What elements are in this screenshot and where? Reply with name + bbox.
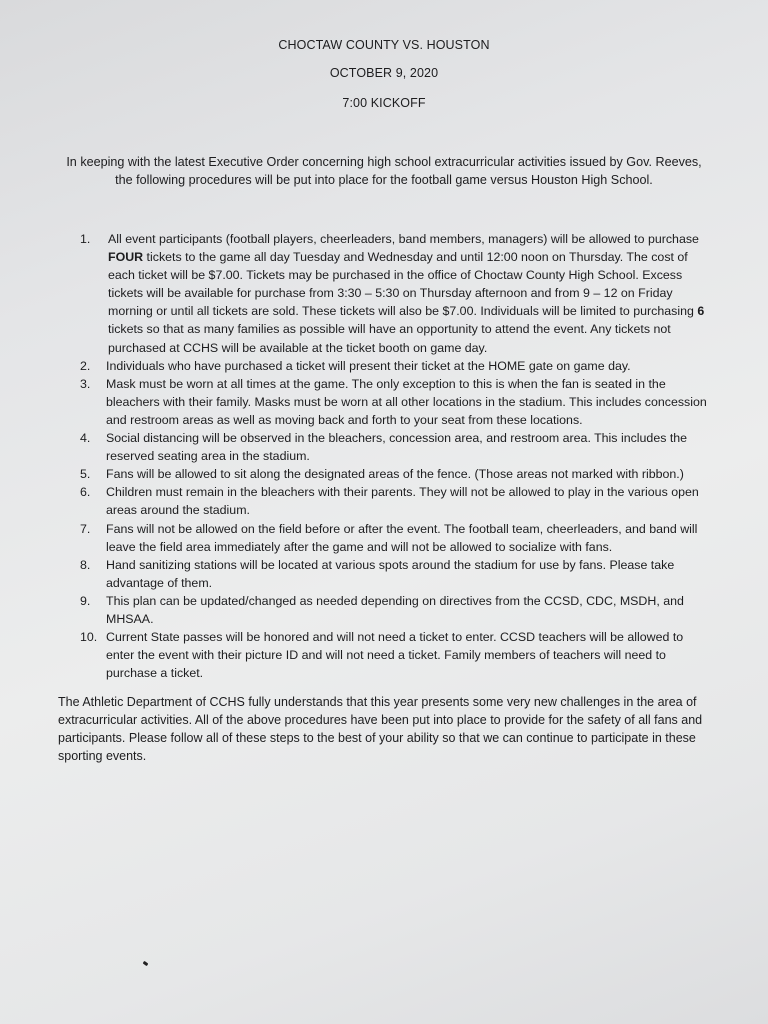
list-item-text: All event participants (football players, cheerleaders, band members, managers) will be allowed to purchase FOUR tickets to the game all day Tuesday and Wednesday and until 12:00 noon on Thursday. The cost of each ticket will be $7.00. Tickets may be purchased in the office of Choctaw County High School. Excess tickets will be available for purchase from 3:30 – 5:30 on Thursday afternoon and from 9 – 12 on Friday morning or until all tickets are sold. These tickets will also be $7.00. Individuals will be limited to purchasing 6 tickets so that as many families as possible will have an opportunity to attend the event. Any tickets not purchased at CCHS will be available at the ticket booth on game day. <box>108 232 705 355</box>
list-item <box>80 556 708 592</box>
kickoff-time: 7:00 KICKOFF <box>342 96 426 110</box>
list-item-text: Social distancing will be observed in the bleachers, concession area, and restroom area. This includes the reserved seating area in the stadium. <box>106 431 688 464</box>
list-item <box>80 628 708 682</box>
list-item-number: 5. <box>80 467 91 482</box>
document-title: CHOCTAW COUNTY VS. HOUSTON <box>278 38 490 52</box>
list-item <box>80 465 708 483</box>
list-item-number: 4. <box>80 431 91 446</box>
list-item-number: 8. <box>80 557 91 572</box>
list-item <box>80 375 708 429</box>
list-item <box>80 592 708 628</box>
list-item-number: 3. <box>80 376 91 391</box>
list-item <box>80 429 708 465</box>
list-item-text: Current State passes will be honored and will not need a ticket to enter. CCSD teachers will be allowed to enter the event with their picture ID and will not need a ticket. Family members of teachers will need to purchase a ticket. <box>106 630 684 681</box>
list-item-number: 7. <box>80 521 91 536</box>
purchase-limit-bold: 6 <box>697 304 705 319</box>
list-item <box>80 230 708 357</box>
list-item-text: Individuals who have purchased a ticket will present their ticket at the HOME gate on game day. <box>106 358 631 373</box>
list-item-number: 2. <box>80 358 91 373</box>
game-date: OCTOBER 9, 2020 <box>329 66 439 80</box>
list-item <box>80 520 708 556</box>
list-item-text: Mask must be worn at all times at the game. The only exception to this is when the fan is seated in the bleachers with their family. Masks must be worn at all other locations in the stadium. This includes concession and restroom areas as well as moving back and forth to your seat from these locations. <box>106 376 707 427</box>
list-item-number: 10. <box>80 630 98 645</box>
ticket-limit-bold: FOUR <box>108 250 144 265</box>
ink-speck <box>143 961 149 966</box>
list-item-number: 6. <box>80 485 91 500</box>
list-item-number: 9. <box>80 593 91 608</box>
list-item <box>80 483 708 519</box>
list-item-text: Fans will not be allowed on the field before or after the event. The football team, cheerleaders, and band will leave the field area immediately after the game and will not be allowed to socialize with fans. <box>106 521 698 554</box>
list-item-text: Fans will be allowed to sit along the designated areas of the fence. (Those areas not marked with ribbon.) <box>106 467 684 482</box>
list-item-text: Hand sanitizing stations will be located at various spots around the stadium for use by fans. Please take advantage of them. <box>106 557 675 590</box>
procedures-list <box>80 230 708 682</box>
list-item-number: 1. <box>80 232 91 246</box>
closing-paragraph: The Athletic Department of CCHS fully understands that this year presents some very new challenges in the area of extracurricular activities. All of the above procedures have been put into place to provide for the safety of all fans and participants. Please follow all of these steps to the best of your ability so that we can continue to participate in these sporting events. <box>58 695 703 763</box>
intro-paragraph: In keeping with the latest Executive Order concerning high school extracurricular activities issued by Gov. Reeves, the following procedures will be put into place for the football game versus Houston High School. <box>66 155 702 187</box>
list-item-text: This plan can be updated/changed as needed depending on directives from the CCSD, CDC, MSDH, and MHSAA. <box>106 593 684 626</box>
list-item-text: Children must remain in the bleachers with their parents. They will not be allowed to play in the various open areas around the stadium. <box>106 485 699 518</box>
list-item <box>80 357 708 375</box>
